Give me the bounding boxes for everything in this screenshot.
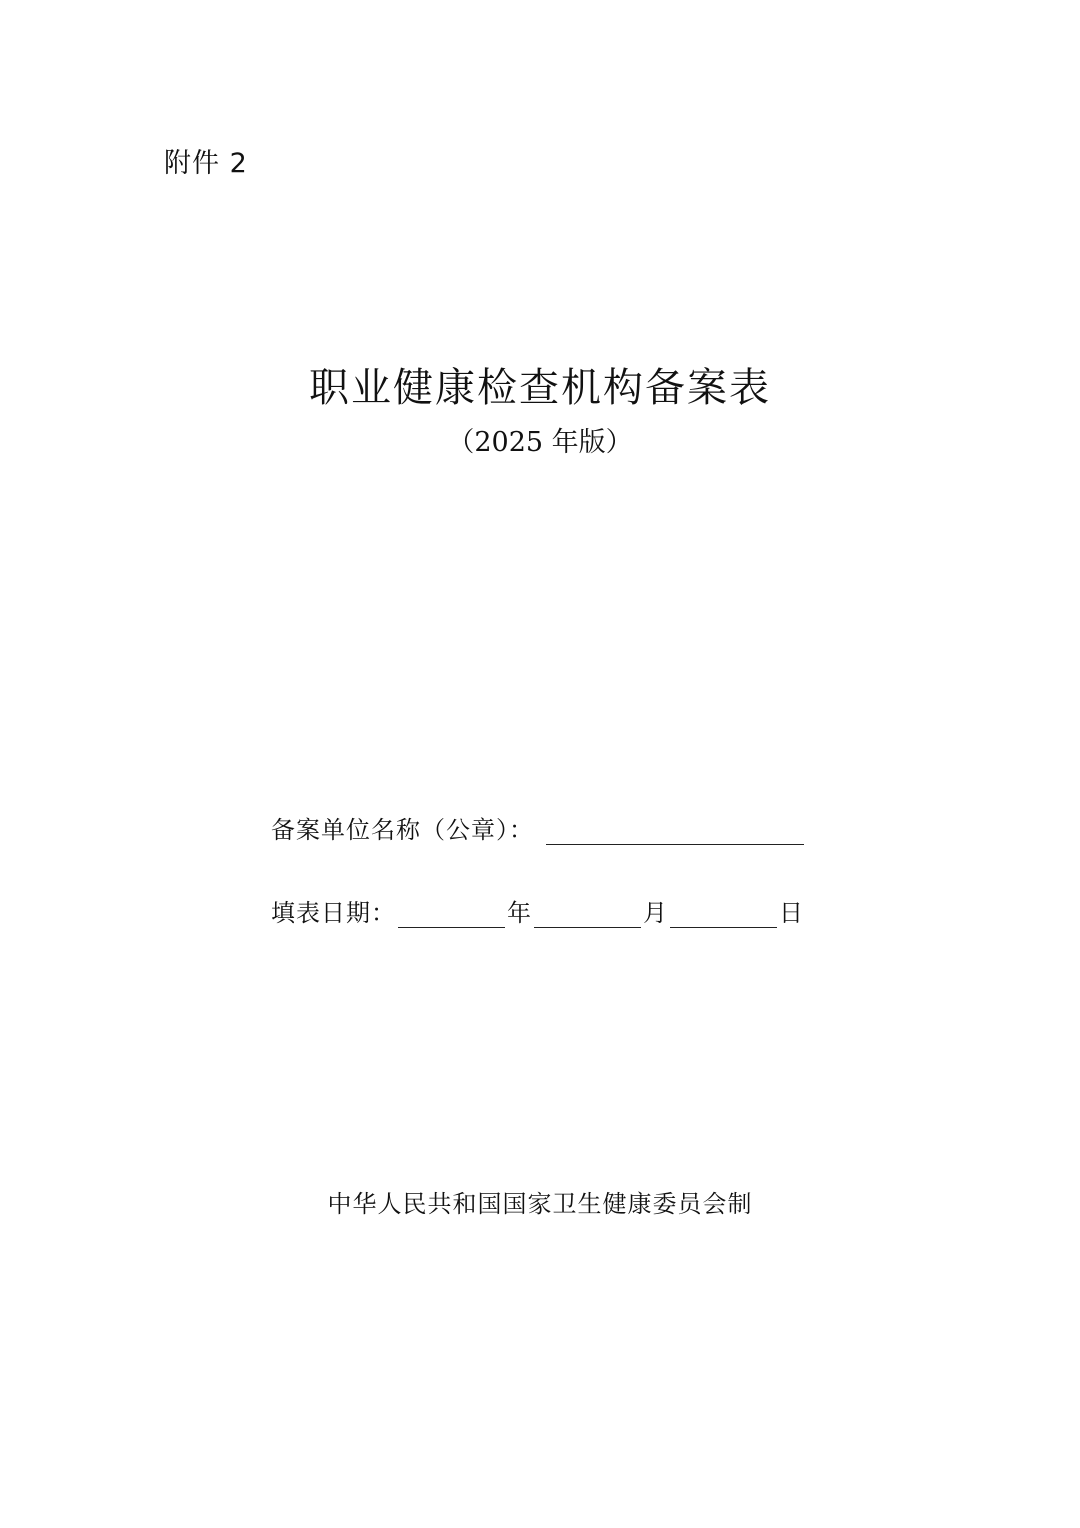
day-label: 日: [779, 899, 804, 927]
month-field[interactable]: [534, 899, 641, 928]
year-field[interactable]: [398, 899, 505, 928]
year-label: 年: [507, 899, 532, 927]
month-label: 月: [643, 899, 668, 927]
attachment-label: 附件 2: [164, 148, 248, 179]
fill-date-label: 填表日期：: [271, 899, 396, 927]
unit-name-field[interactable]: [546, 816, 804, 845]
fill-date-row: [271, 896, 804, 930]
day-field[interactable]: [670, 899, 777, 928]
unit-name-label: 备案单位名称（公章）：: [271, 816, 534, 844]
unit-name-row: [271, 813, 804, 847]
issuer-footer: 中华人民共和国国家卫生健康委员会制: [327, 1190, 753, 1218]
edition-label: （2025 年版）: [447, 427, 633, 458]
document-title: 职业健康检查机构备案表: [309, 365, 771, 411]
